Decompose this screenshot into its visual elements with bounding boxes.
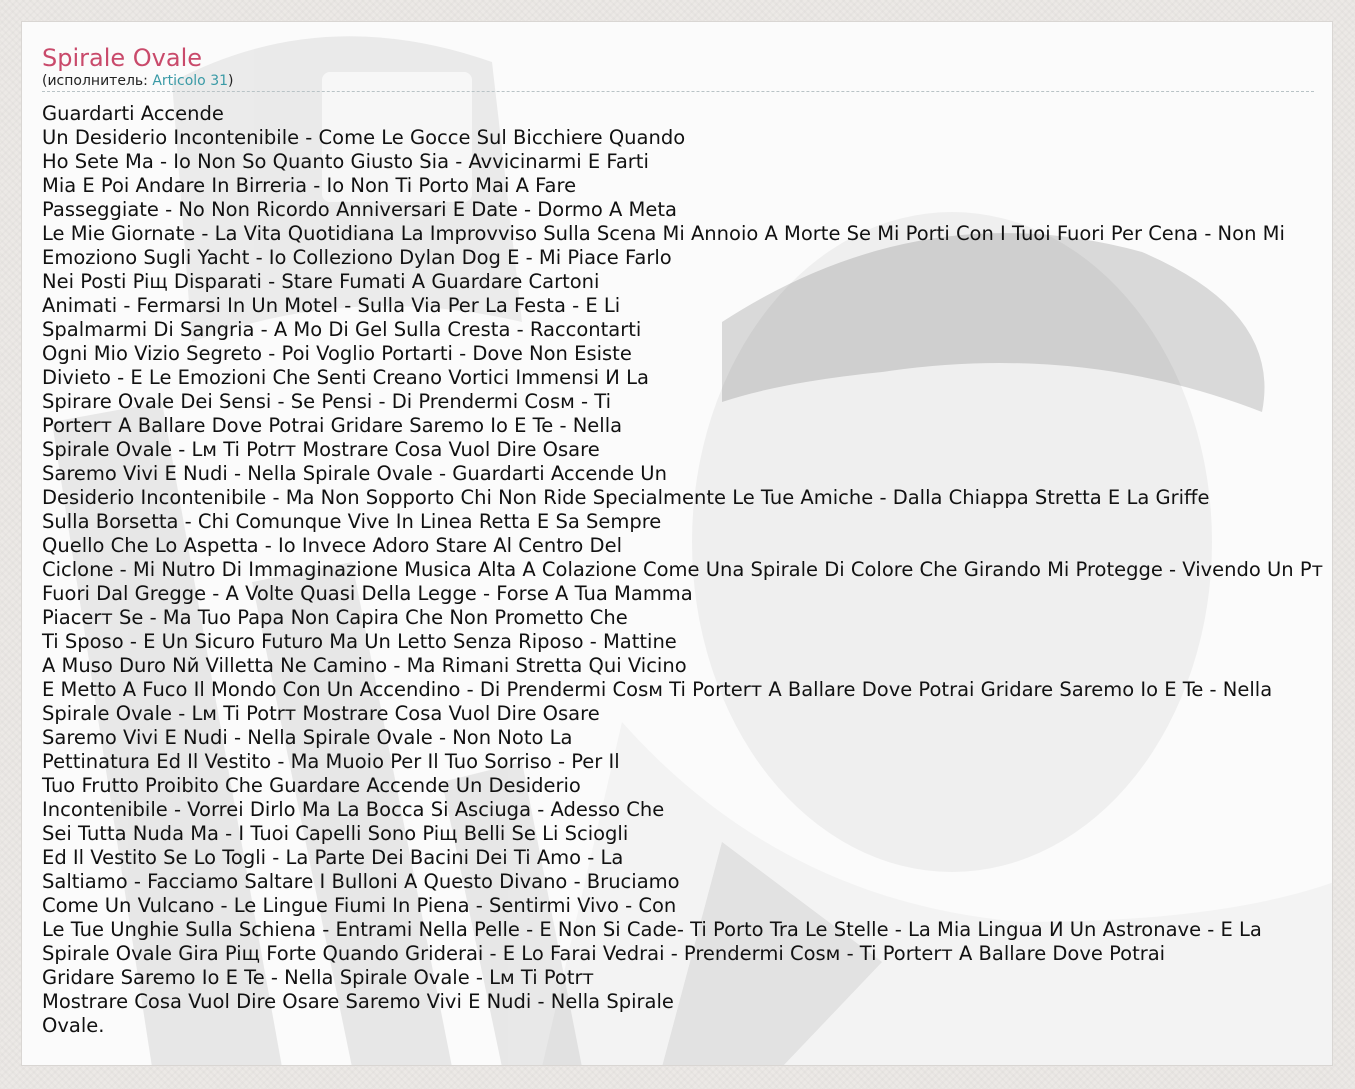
lyric-line: Ovale. [42, 1014, 105, 1037]
lyrics-card [21, 21, 1333, 1066]
lyric-line: Ho Sete Ma - Io Non So Quanto Giusto Sia - Avvicinarmi E Farti [42, 150, 649, 173]
lyric-line: Pettinatura Ed Il Vestito - Ma Muoio Per Il Tuo Sorriso - Per Il [42, 750, 620, 773]
lyric-line: Emoziono Sugli Yacht - Io Colleziono Dylan Dog E - Mi Piace Farlo [42, 246, 672, 269]
lyric-line: Mostrare Cosa Vuol Dire Osare Saremo Vivi E Nudi - Nella Spirale [42, 990, 674, 1013]
lyric-line: Desiderio Incontenibile - Ma Non Sopporto Chi Non Ride Specialmente Le Tue Amiche - Dalla Chiappa Stretta E La Griffe [42, 486, 1210, 509]
lyric-line: E Metto A Fuco Il Mondo Con Un Accendino - Di Prendermi Cosм Ti Porterт A Ballare Dove Potrai Gridare Saremo Io E Te - Nella [42, 678, 1273, 701]
lyric-line: Un Desiderio Incontenibile - Come Le Gocce Sul Bicchiere Quando [42, 126, 686, 149]
lyric-line: Come Un Vulcano - Le Lingue Fiumi In Piena - Sentirmi Vivo - Con [42, 894, 677, 917]
performer-line [42, 73, 1332, 90]
lyrics-content [42, 44, 1332, 1038]
lyric-line: A Muso Duro Nй Villetta Ne Camino - Ma Rimani Stretta Qui Vicino [42, 654, 687, 677]
performer-suffix: ) [228, 73, 234, 89]
lyric-line: Mia E Poi Andare In Birreria - Io Non Ti Porto Mai A Fare [42, 174, 577, 197]
lyric-line: Piacerт Se - Ma Tuo Papa Non Capira Che Non Prometto Che [42, 606, 628, 629]
lyric-line: Spirare Ovale Dei Sensi - Se Pensi - Di Prendermi Cosм - Ti [42, 390, 611, 413]
lyric-line: Le Tue Unghie Sulla Schiena - Entrami Nella Pelle - E Non Si Cade- Ti Porto Tra Le Stelle - La Mia Lingua И Un Astronave - E La [42, 918, 1262, 941]
performer-prefix: (исполнитель: [42, 73, 153, 89]
lyric-line: Divieto - E Le Emozioni Che Senti Creano Vortici Immensi И La [42, 366, 649, 389]
lyric-line: Ti Sposo - E Un Sicuro Futuro Ma Un Letto Senza Riposo - Mattine [42, 630, 677, 653]
lyric-line: Spirale Ovale Gira Piщ Forte Quando Griderai - E Lo Farai Vedrai - Prendermi Cosм - Ti Porterт A Ballare Dove Potrai [42, 942, 1166, 965]
lyric-line: Fuori Dal Gregge - A Volte Quasi Della Legge - Forse A Tua Mamma [42, 582, 693, 605]
lyric-line: Ciclone - Mi Nutro Di Immaginazione Musica Alta A Colazione Come Una Spirale Di Colore Che Girando Mi Protegge - Vivendo Un Pт [42, 558, 1323, 581]
lyric-line: Saremo Vivi E Nudi - Nella Spirale Ovale - Guardarti Accende Un [42, 462, 667, 485]
lyric-line: Animati - Fermarsi In Un Motel - Sulla Via Per La Festa - E Li [42, 294, 621, 317]
lyric-line: Porterт A Ballare Dove Potrai Gridare Saremo Io E Te - Nella [42, 414, 623, 437]
lyric-line: Ogni Mio Vizio Segreto - Poi Voglio Portarti - Dove Non Esiste [42, 342, 632, 365]
lyric-line: Guardarti Accende [42, 102, 224, 125]
performer-link[interactable]: Articolo 31 [152, 73, 229, 89]
lyric-line: Saremo Vivi E Nudi - Nella Spirale Ovale - Non Noto La [42, 726, 573, 749]
lyric-line: Tuo Frutto Proibito Che Guardare Accende Un Desiderio [42, 774, 581, 797]
lyric-line: Spirale Ovale - Lм Ti Potrт Mostrare Cosa Vuol Dire Osare [42, 438, 600, 461]
lyric-line: Quello Che Lo Aspetta - Io Invece Adoro Stare Al Centro Del [42, 534, 622, 557]
lyric-line: Passeggiate - No Non Ricordo Anniversari E Date - Dormo A Meta [42, 198, 677, 221]
lyric-line: Ed Il Vestito Se Lo Togli - La Parte Dei Bacini Dei Ti Amo - La [42, 846, 624, 869]
title-divider [42, 91, 1314, 92]
lyric-line: Saltiamo - Facciamo Saltare I Bulloni A Questo Divano - Bruciamo [42, 870, 680, 893]
lyric-line: Le Mie Giornate - La Vita Quotidiana La Improvviso Sulla Scena Mi Annoio A Morte Se Mi Porti Con I Tuoi Fuori Per Cena - Non Mi [42, 222, 1285, 245]
lyric-line: Spirale Ovale - Lм Ti Potrт Mostrare Cosa Vuol Dire Osare [42, 702, 600, 725]
song-title: Spirale Ovale [42, 44, 203, 72]
lyric-line: Incontenibile - Vorrei Dirlo Ma La Bocca Si Asciuga - Adesso Che [42, 798, 665, 821]
lyric-line: Spalmarmi Di Sangria - A Mo Di Gel Sulla Cresta - Raccontarti [42, 318, 642, 341]
lyrics-text [42, 102, 1332, 1038]
lyric-line: Sulla Borsetta - Chi Comunque Vive In Linea Retta E Sa Sempre [42, 510, 662, 533]
lyric-line: Nei Posti Piщ Disparati - Stare Fumati A Guardare Cartoni [42, 270, 600, 293]
lyric-line: Gridare Saremo Io E Te - Nella Spirale Ovale - Lм Ti Potrт [42, 966, 594, 989]
lyric-line: Sei Tutta Nuda Ma - I Tuoi Capelli Sono Piщ Belli Se Li Sciogli [42, 822, 629, 845]
